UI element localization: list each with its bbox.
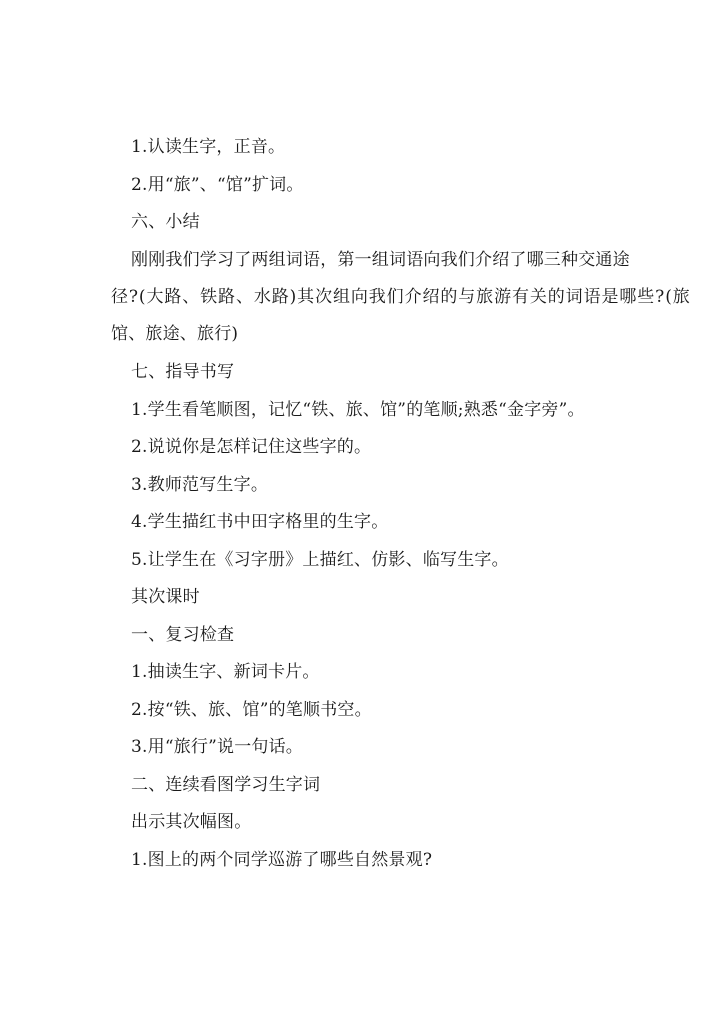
paragraph-line: 径?(大路、铁路、水路)其次组向我们介绍的与旅游有关的词语是哪些?(旅	[111, 287, 691, 307]
text-line: 出示其次幅图。	[131, 812, 252, 832]
paragraph-line: 馆、旅途、旅行)	[111, 324, 239, 344]
text-line: 3.教师范写生字。	[131, 475, 269, 495]
text-line: 2.用“旅”、“馆”扩词。	[131, 175, 304, 195]
section-heading: 一、复习检查	[131, 625, 235, 645]
section-heading: 二、连续看图学习生字词	[131, 775, 321, 795]
section-heading: 六、小结	[131, 212, 200, 232]
text-line: 1.学生看笔顺图，记忆“铁、旅、馆”的笔顺;熟悉“金字旁”。	[131, 400, 585, 420]
lesson-heading: 其次课时	[131, 587, 200, 607]
paragraph-line: 刚刚我们学习了两组词语，第一组词语向我们介绍了哪三种交通途	[131, 250, 630, 270]
text-line: 2.按“铁、旅、馆”的笔顺书空。	[131, 700, 372, 720]
text-line: 2.说说你是怎样记住这些字的。	[131, 437, 372, 457]
text-line: 4.学生描红书中田字格里的生字。	[131, 512, 389, 532]
text-line: 5.让学生在《习字册》上描红、仿影、临写生字。	[131, 550, 509, 570]
text-line: 1.认读生字，正音。	[131, 137, 286, 157]
text-line: 1.图上的两个同学巡游了哪些自然景观?	[131, 850, 433, 870]
text-line: 1.抽读生字、新词卡片。	[131, 662, 320, 682]
section-heading: 七、指导书写	[131, 362, 235, 382]
text-line: 3.用“旅行”说一句话。	[131, 737, 304, 757]
